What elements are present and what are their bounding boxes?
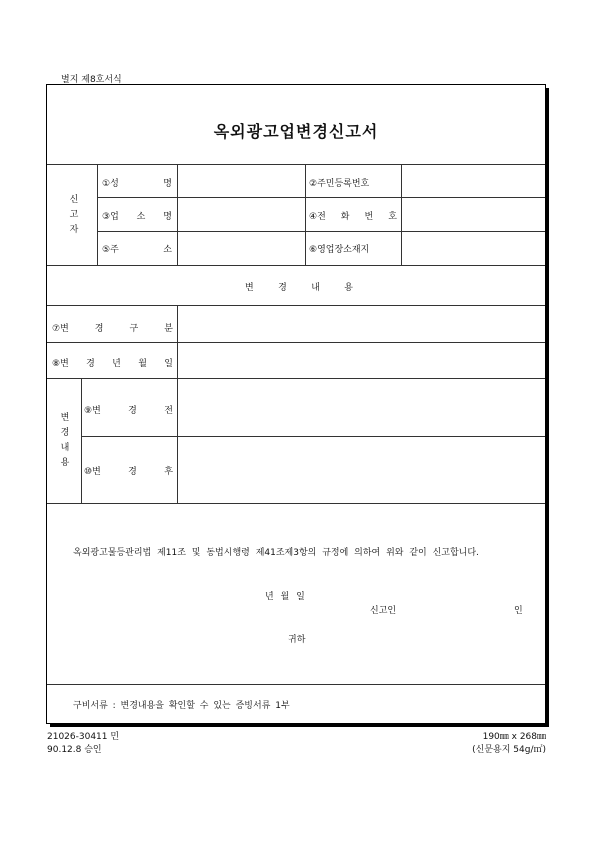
name-label: ①성 명 xyxy=(102,179,172,189)
divider xyxy=(305,164,306,265)
changes-group-label: 변 경 내 용 xyxy=(60,413,70,468)
footer-right xyxy=(472,731,546,757)
location-label: ⑥영업장소재지 xyxy=(309,245,370,255)
before-label: ⑨변 경 전 xyxy=(84,406,173,416)
form-code: 21026-30411 민 xyxy=(47,732,120,742)
paper-size: 190㎜ x 268㎜ xyxy=(482,732,546,742)
after-label: ⑩변 경 후 xyxy=(84,467,173,477)
divider xyxy=(47,265,545,266)
phone-field[interactable] xyxy=(402,198,547,231)
business-field[interactable] xyxy=(178,198,305,231)
phone-label: ④전 화 번 호 xyxy=(309,212,397,222)
footer-left xyxy=(47,731,119,757)
changes-header: 변 경 내 용 xyxy=(245,283,353,293)
name-field[interactable] xyxy=(178,165,305,197)
location-field[interactable] xyxy=(402,232,547,265)
change-type-label: ⑦변 경 구 분 xyxy=(52,324,173,334)
date-line: 년 월 일 xyxy=(265,592,305,602)
divider xyxy=(81,378,82,503)
change-date-field[interactable] xyxy=(178,343,545,378)
change-date-label: ⑧변 경 년 월 일 xyxy=(52,359,173,369)
paper-type: (신문용지 54g/㎡) xyxy=(472,745,546,755)
form-frame xyxy=(46,84,546,724)
divider xyxy=(47,503,545,504)
declaration-text: 옥외광고물등관리법 제11조 및 동법시행령 제41조제3항의 규정에 의하여 위와 같이 신고합니다. xyxy=(73,548,479,558)
after-field[interactable] xyxy=(178,437,545,503)
divider xyxy=(47,684,545,685)
address-label: ⑤주 소 xyxy=(102,245,172,255)
before-field[interactable] xyxy=(178,379,545,436)
applicant-group-label: 신 고 자 xyxy=(69,195,79,235)
attachments-note: 구비서류 : 변경내용을 확인할 수 있는 증빙서류 1부 xyxy=(73,701,290,711)
form-title: 옥외광고업변경신고서 xyxy=(213,122,379,141)
form-number: 별지 제8호서식 xyxy=(61,75,122,85)
addressee-label: 귀하 xyxy=(288,635,306,645)
business-label: ③업 소 명 xyxy=(102,212,172,222)
reg-no-label: ②주민등록번호 xyxy=(309,179,370,189)
applicant-sign-label: 신고인 xyxy=(370,606,397,616)
reg-no-field[interactable] xyxy=(402,165,547,197)
address-field[interactable] xyxy=(178,232,305,265)
divider xyxy=(97,164,98,265)
change-type-field[interactable] xyxy=(178,306,545,342)
seal-label: 인 xyxy=(514,606,523,616)
approval-date: 90.12.8 승인 xyxy=(47,745,102,755)
